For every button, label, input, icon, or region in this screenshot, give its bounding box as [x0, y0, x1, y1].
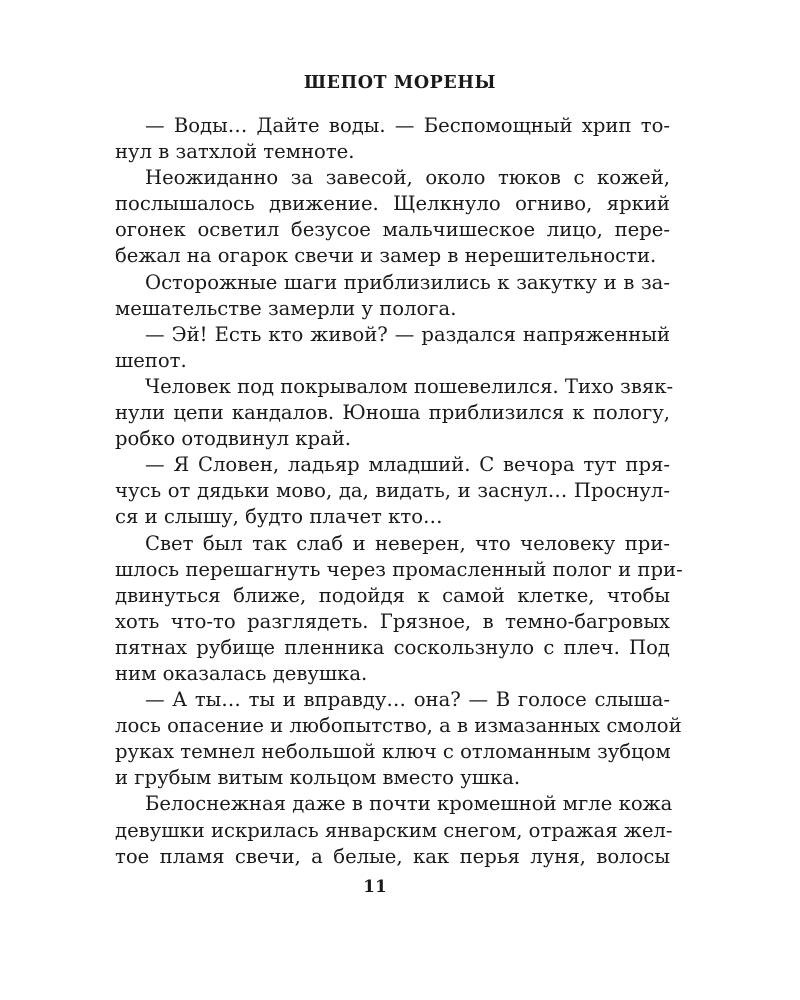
text-line: огонек осветил безусое мальчишеское лицо, пере-: [115, 218, 670, 242]
text-line: Свет был так слаб и неверен, что человеку при-: [145, 531, 670, 555]
text-line: послышалось движение. Щелкнуло огниво, яркий: [115, 192, 670, 216]
text-line: лось опасение и любопытство, а в измазанных смолой: [115, 714, 682, 738]
body-text: [115, 113, 683, 870]
text-line: Осторожные шаги приблизились к закутку и в за-: [145, 270, 670, 294]
paragraph: [115, 374, 674, 452]
text-line: девушки искрилась январским снегом, отражая жел-: [115, 818, 673, 842]
text-line: — Эй! Есть кто живой? — раздался напряженный: [145, 322, 670, 346]
text-line: тое пламя свечи, а белые, как перья луня, волосы: [115, 844, 670, 868]
paragraph: [115, 531, 683, 688]
text-line: руках темнел небольшой ключ с отломанным зубцом: [115, 740, 671, 764]
paragraph: [115, 165, 670, 269]
text-line: нули цепи кандалов. Юноша приблизился к пологу,: [115, 401, 670, 425]
text-line: — Воды… Дайте воды. — Беспомощный хрип то-: [145, 114, 670, 137]
text-line: ся и слышу, будто плачет кто…: [115, 505, 443, 529]
text-line: Белоснежная даже в почти кромешной мгле кожа: [145, 792, 673, 816]
page-number: 11: [363, 877, 387, 897]
paragraph: [115, 452, 670, 530]
paragraph: [115, 113, 670, 165]
text-line: робко отодвинул край.: [115, 427, 352, 451]
text-line: — Я Словен, ладьяр младший. С вечора тут пря-: [145, 453, 670, 477]
text-line: чусь от дядьки мово, да, видать, и заснул… Проснул-: [115, 479, 670, 503]
text-line: шепот.: [115, 348, 187, 372]
text-line: и грубым витым кольцом вместо ушка.: [115, 766, 521, 790]
paragraph: [115, 270, 670, 322]
paragraph: [115, 791, 673, 869]
text-line: Человек под покрывалом пошевелился. Тихо звяк-: [145, 374, 674, 398]
text-line: хоть что-то разглядеть. Грязное, в темно-багровых: [115, 609, 670, 633]
text-line: мешательстве замерли у полога.: [115, 296, 457, 320]
text-line: — А ты… ты и вправду… она? — В голосе слыша-: [145, 688, 670, 712]
running-head: ШЕПОТ МОРЕНЫ: [303, 73, 497, 93]
text-line: бежал на огарок свечи и замер в нерешительности.: [115, 244, 657, 268]
text-line: шлось перешагнуть через промасленный полог и при-: [115, 557, 683, 581]
text-line: пятнах рубище пленника соскользнуло с плеч. Под: [115, 635, 670, 659]
paragraph: [115, 322, 670, 374]
text-line: ним оказалась девушка.: [115, 661, 368, 685]
text-line: нул в затхлой темноте.: [115, 140, 355, 164]
text-line: Неожиданно за завесой, около тюков с кожей,: [145, 166, 670, 190]
paragraph: [115, 687, 682, 791]
text-line: двинуться ближе, подойдя к самой клетке, чтобы: [115, 583, 670, 607]
